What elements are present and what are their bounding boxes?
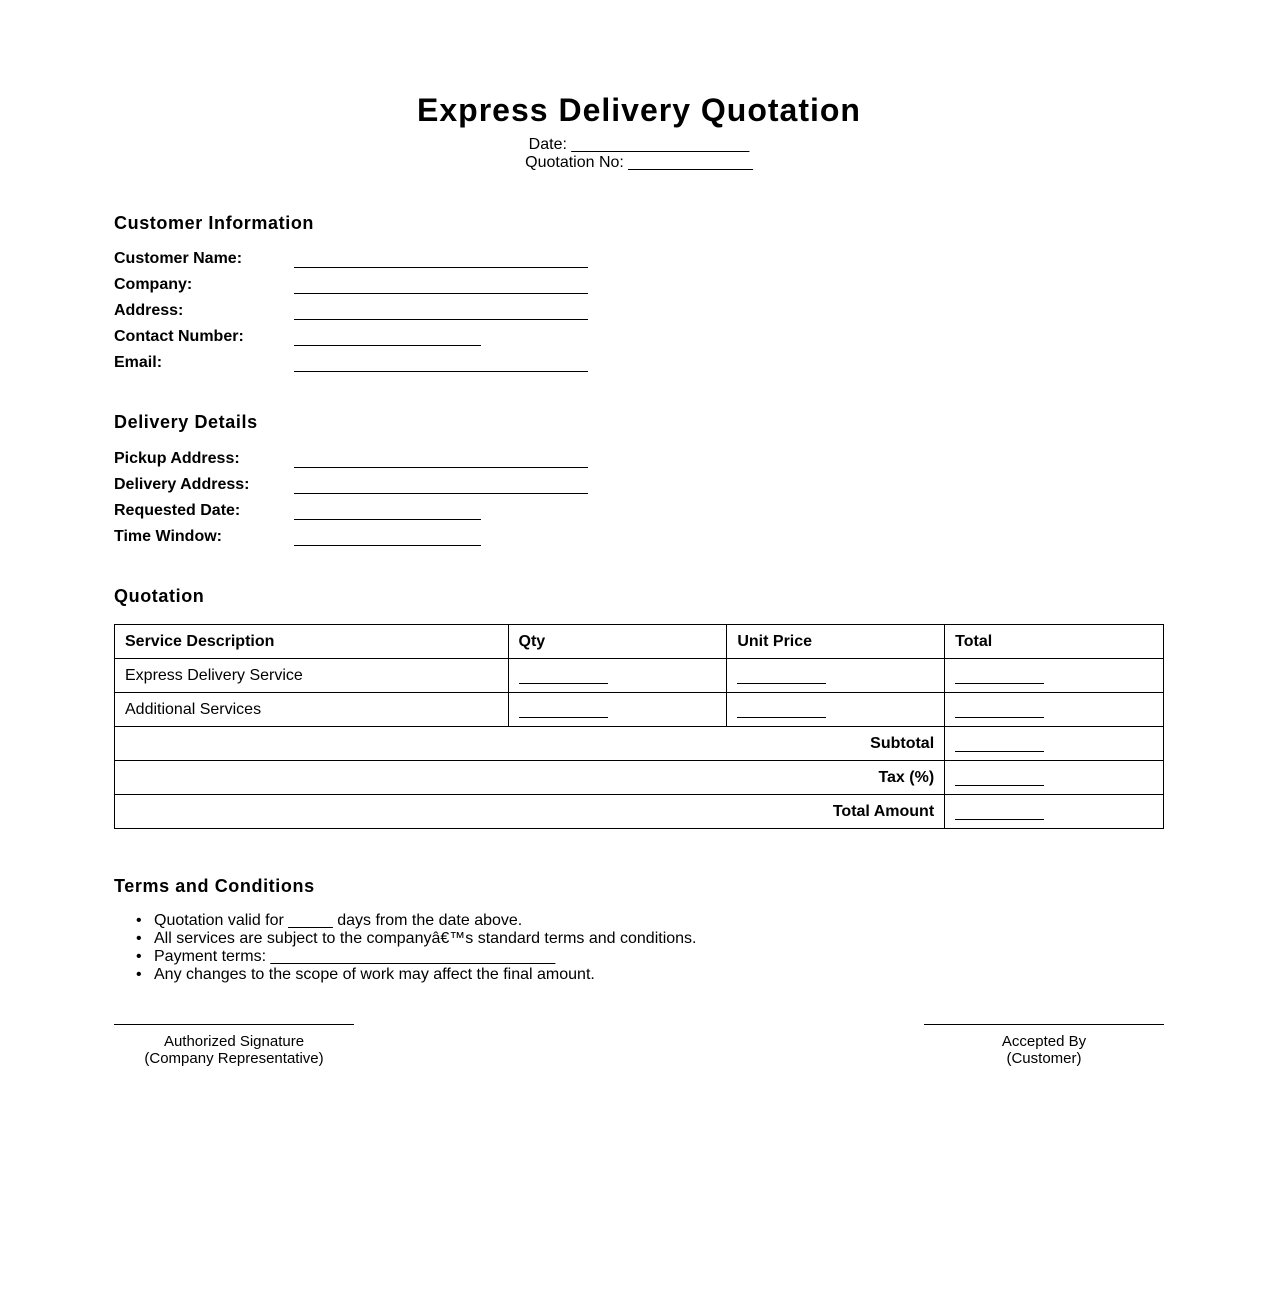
signature-caption: Authorized Signature xyxy=(163,1033,305,1050)
field-label: Email: xyxy=(114,354,163,371)
unit-price-blank-line[interactable] xyxy=(737,703,826,718)
field-label: Delivery Address: xyxy=(114,476,250,493)
column-header-service-description: Service Description xyxy=(115,625,509,659)
signature-subcaption: (Customer) xyxy=(1006,1050,1082,1067)
company-input-line[interactable] xyxy=(294,293,588,294)
table-row xyxy=(115,659,1164,693)
signature-caption: Accepted By xyxy=(1001,1033,1087,1050)
tax-label: Tax (%) xyxy=(115,761,945,795)
total-cell[interactable] xyxy=(945,693,1164,727)
total-blank-line[interactable] xyxy=(955,669,1044,684)
accepted-by-block[interactable] xyxy=(924,1024,1164,1067)
table-row xyxy=(115,693,1164,727)
time-window-field[interactable] xyxy=(114,527,594,553)
page-title: Express Delivery Quotation xyxy=(417,92,861,128)
email-input-line[interactable] xyxy=(294,371,588,372)
section-title-customer-information: Customer Information xyxy=(114,213,315,233)
pickup-address-field[interactable] xyxy=(114,449,594,475)
unit-price-blank-line[interactable] xyxy=(737,669,826,684)
authorized-signature-block[interactable] xyxy=(114,1024,354,1067)
qty-cell[interactable] xyxy=(508,693,727,727)
service-description-cell: Express Delivery Service xyxy=(115,659,509,693)
time-window-input-line[interactable] xyxy=(294,545,481,546)
terms-item: • Any changes to the scope of work may affect the final amount. xyxy=(154,966,697,984)
company-field[interactable] xyxy=(114,275,594,301)
requested-date-field[interactable] xyxy=(114,501,594,527)
total-blank-line[interactable] xyxy=(955,703,1044,718)
signature-line[interactable] xyxy=(924,1024,1164,1025)
column-header-unit-price: Unit Price xyxy=(727,625,945,659)
tax-cell[interactable] xyxy=(945,761,1164,795)
terms-item: • All services are subject to the companyâ€™s standard terms and conditions. xyxy=(154,930,697,948)
field-label: Customer Name: xyxy=(114,250,243,267)
field-label: Address: xyxy=(114,302,184,319)
field-label: Pickup Address: xyxy=(114,450,240,467)
field-label: Requested Date: xyxy=(114,502,241,519)
customer-name-field[interactable] xyxy=(114,249,594,275)
contact-number-input-line[interactable] xyxy=(294,345,481,346)
total-amount-blank-line[interactable] xyxy=(955,805,1044,820)
unit-price-cell[interactable] xyxy=(727,693,945,727)
pickup-address-input-line[interactable] xyxy=(294,467,588,468)
document-meta xyxy=(114,136,1164,172)
terms-list xyxy=(154,912,697,984)
signature-subcaption: (Company Representative) xyxy=(144,1050,324,1067)
email-field[interactable] xyxy=(114,353,594,379)
column-header-qty: Qty xyxy=(508,625,727,659)
column-header-total: Total xyxy=(945,625,1164,659)
quotation-number-field[interactable]: Quotation No: ______________ xyxy=(525,154,753,171)
customer-name-input-line[interactable] xyxy=(294,267,588,268)
date-field[interactable]: Date: ____________________ xyxy=(528,136,750,153)
signature-line[interactable] xyxy=(114,1024,354,1025)
subtotal-cell[interactable] xyxy=(945,727,1164,761)
tax-row xyxy=(115,761,1164,795)
qty-blank-line[interactable] xyxy=(519,669,608,684)
total-amount-cell[interactable] xyxy=(945,795,1164,829)
field-label: Company: xyxy=(114,276,193,293)
delivery-address-input-line[interactable] xyxy=(294,493,588,494)
subtotal-label: Subtotal xyxy=(115,727,945,761)
qty-cell[interactable] xyxy=(508,659,727,693)
service-description-cell: Additional Services xyxy=(115,693,509,727)
section-title-delivery-details: Delivery Details xyxy=(114,412,258,432)
tax-blank-line[interactable] xyxy=(955,771,1044,786)
total-cell[interactable] xyxy=(945,659,1164,693)
subtotal-blank-line[interactable] xyxy=(955,737,1044,752)
address-field[interactable] xyxy=(114,301,594,327)
table-header-row xyxy=(115,625,1164,659)
section-title-terms: Terms and Conditions xyxy=(114,876,315,896)
total-amount-row xyxy=(115,795,1164,829)
unit-price-cell[interactable] xyxy=(727,659,945,693)
field-label: Contact Number: xyxy=(114,328,244,345)
quotation-table xyxy=(114,624,1164,829)
field-label: Time Window: xyxy=(114,528,222,545)
qty-blank-line[interactable] xyxy=(519,703,608,718)
contact-number-field[interactable] xyxy=(114,327,594,353)
terms-item: • Payment terms: ________________________________ xyxy=(154,948,697,966)
terms-item: • Quotation valid for _____ days from the date above. xyxy=(154,912,697,930)
requested-date-input-line[interactable] xyxy=(294,519,481,520)
delivery-address-field[interactable] xyxy=(114,475,594,501)
subtotal-row xyxy=(115,727,1164,761)
section-title-quotation: Quotation xyxy=(114,586,205,606)
address-input-line[interactable] xyxy=(294,319,588,320)
total-amount-label: Total Amount xyxy=(115,795,945,829)
